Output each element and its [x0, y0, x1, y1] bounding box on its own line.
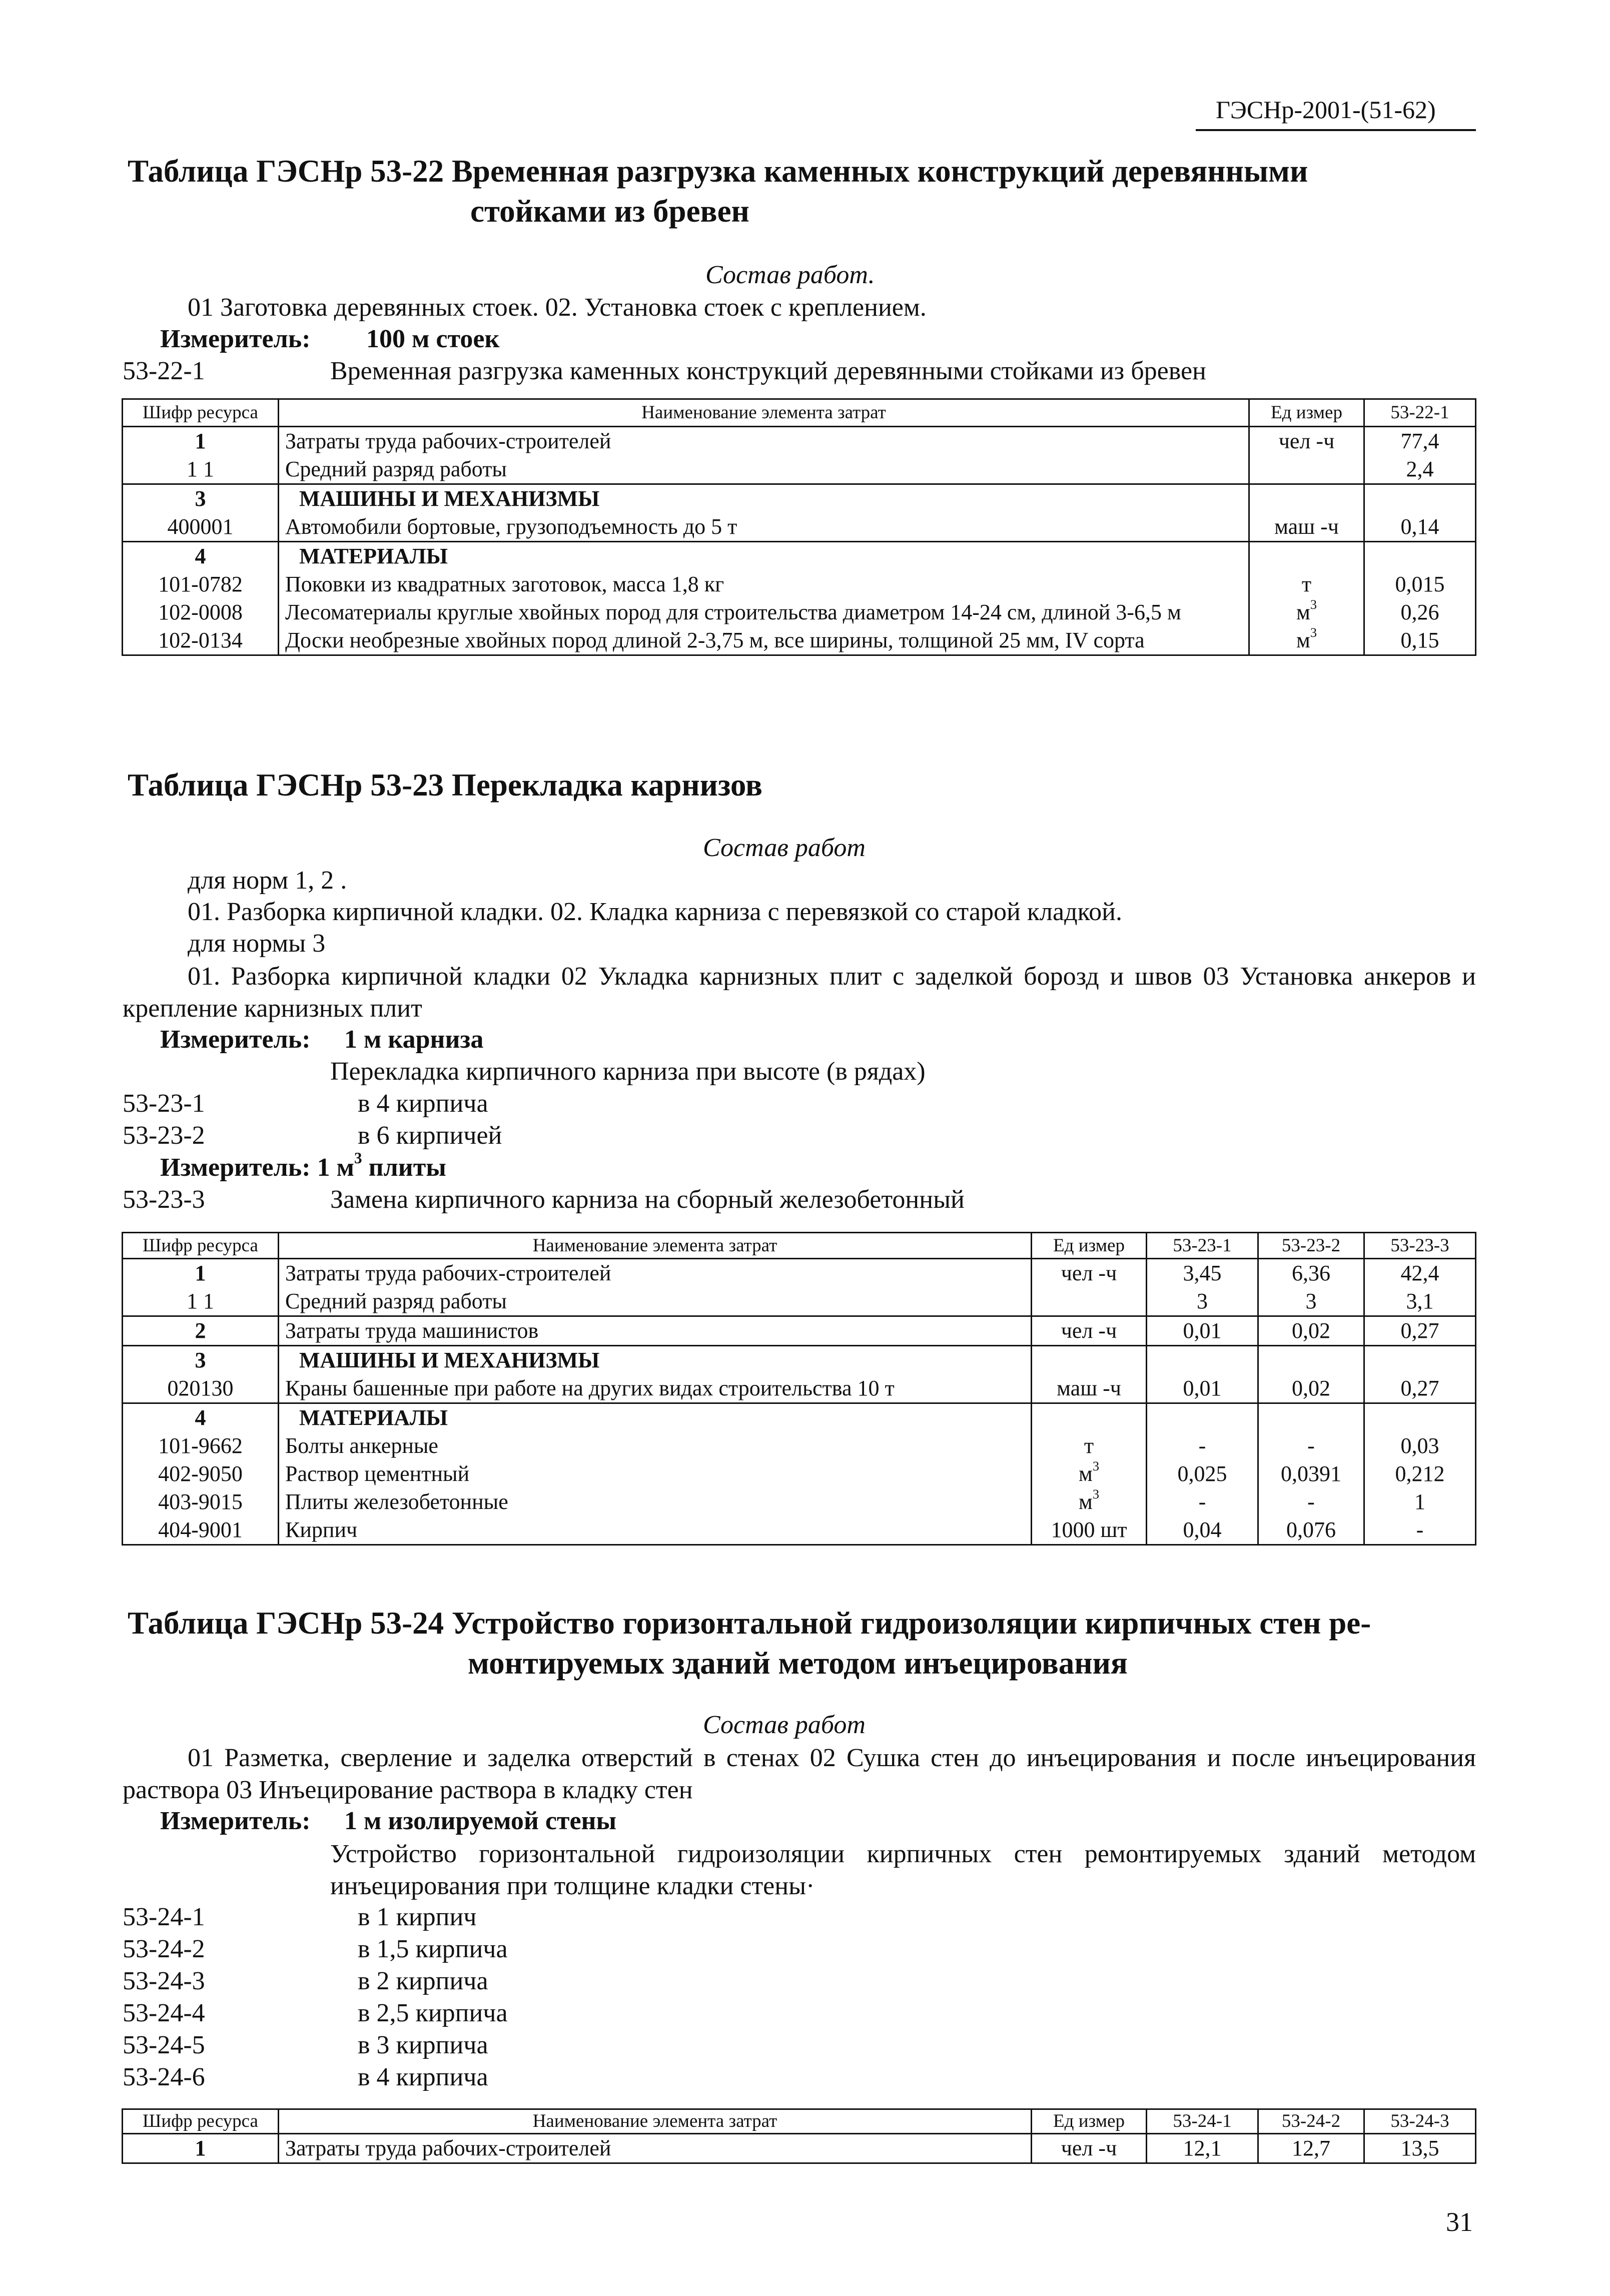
header-rule [1196, 129, 1476, 131]
table-row: 1 Затраты труда рабочих-строителей чел -ч 3,45 6,36 42,4 [123, 1259, 1476, 1288]
t22-col-name: Наименование элемента затрат [279, 399, 1249, 427]
table-row: 1 Затраты труда рабочих-строителей чел -ч 77,4 [123, 427, 1476, 456]
t24-norm1-code: 53-24-1 [123, 1903, 205, 1931]
t24-norm6-code: 53-24-6 [123, 2063, 205, 2091]
t24-col-unit: Ед измер [1032, 2109, 1147, 2134]
t24-norm5-text: в 3 кирпича [358, 2031, 488, 2059]
t22-col-value: 53-22-1 [1364, 399, 1476, 427]
t23-col-code: Шифр ресурса [123, 1233, 279, 1259]
t24-norm2-code: 53-24-2 [123, 1935, 205, 1963]
t23-group-text: Перекладка кирпичного карниза при высоте (в рядах) [330, 1057, 926, 1086]
t23-norm3-text: Замена кирпичного карниза на сборный железобетонный [330, 1185, 965, 1214]
t24-norm5-code: 53-24-5 [123, 2031, 205, 2059]
table-row: 3 МАШИНЫ И МЕХАНИЗМЫ [123, 1346, 1476, 1375]
t22-meter-label: Измеритель: [160, 325, 311, 353]
table-row: 101-9662 Болты анкерные т - - 0,03 [123, 1432, 1476, 1460]
t24-col-name: Наименование элемента затрат [279, 2109, 1032, 2134]
t22-title-line2: стойками из бревен [470, 194, 749, 229]
t24-resource-table [122, 2108, 1476, 2164]
t22-caption: Состав работ. [705, 261, 875, 289]
t24-norm1-text: в 1 кирпич [358, 1903, 477, 1931]
t24-title-line2: монтируемых зданий методом инъецирования [468, 1646, 1128, 1681]
t24-col-v3: 53-24-3 [1364, 2109, 1476, 2134]
table-row: 402-9050 Раствор цементный $м^3$ 0,025 0,0391 0,212 [123, 1460, 1476, 1488]
t23-col-v3: 53-23-3 [1364, 1233, 1476, 1259]
page-number: 31 [1446, 2207, 1473, 2237]
t23-work-3: 01. Разборка кирпичной кладки 02 Укладка карнизных плит с заделкой борозд и швов 03 Установка анкеров и крепление карнизных плит [123, 962, 1476, 1023]
t23-col-unit: Ед измер [1032, 1233, 1147, 1259]
table-row: 1 1 Средний разряд работы 2,4 [123, 455, 1476, 484]
table-row: 4 МАТЕРИАЛЫ [123, 542, 1476, 571]
t22-work-composition: 01 Заготовка деревянных стоек. 02. Установка стоек с креплением. [188, 293, 927, 322]
t24-meter-value: 1 м изолируемой стены [344, 1807, 617, 1835]
table-row: 404-9001 Кирпич 1000 шт 0,04 0,076 - [123, 1516, 1476, 1545]
t24-norm2-text: в 1,5 кирпича [358, 1935, 508, 1963]
t24-norm6-text: в 4 кирпича [358, 2063, 488, 2091]
t23-title: Таблица ГЭСНр 53-23 Перекладка карнизов [128, 768, 762, 803]
table-row: 020130 Краны башенные при работе на других видах строительства 10 т маш -ч 0,01 0,02 0,27 [123, 1374, 1476, 1403]
t23-resource-table [122, 1232, 1476, 1546]
t23-norm2-code: 53-23-2 [123, 1121, 205, 1150]
t23-norm2-text: в 6 кирпичей [358, 1121, 502, 1150]
t24-title-line1: Таблица ГЭСНр 53-24 Устройство горизонтальной гидроизоляции кирпичных стен ре- [128, 1606, 1371, 1641]
table-row: 1 Затраты труда рабочих-строителей чел -ч 12,1 12,7 13,5 [123, 2134, 1476, 2163]
t24-meter-label: Измеритель: [160, 1807, 311, 1835]
t23-caption: Состав работ [703, 834, 866, 862]
t24-group-text: Устройство горизонтальной гидроизоляции кирпичных стен ремонтируемых зданий методом инъецирования при толщине кладки стены· [330, 1840, 1476, 1900]
table-row: 2 Затраты труда машинистов чел -ч 0,01 0,02 0,27 [123, 1316, 1476, 1346]
table-row: 400001 Автомобили бортовые, грузоподъемность до 5 т маш -ч 0,14 [123, 513, 1476, 542]
t22-col-unit: Ед измер [1249, 399, 1364, 427]
t23-meter1-value: 1 м карниза [344, 1025, 484, 1054]
table-row: 4 МАТЕРИАЛЫ [123, 1403, 1476, 1432]
t23-col-v1: 53-23-1 [1147, 1233, 1258, 1259]
t23-col-name: Наименование элемента затрат [279, 1233, 1032, 1259]
t24-caption: Состав работ [703, 1711, 866, 1739]
table-row: 403-9015 Плиты железобетонные $м^3$ - - 1 [123, 1488, 1476, 1516]
table-row: 102-0134 Доски необрезные хвойных пород длиной 2-3,75 м, все ширины, толщиной 25 мм, IV сорта $м^3$ 0,15 [123, 626, 1476, 655]
t22-norm-text: Временная разгрузка каменных конструкций деревянными стойками из бревен [330, 357, 1206, 385]
t24-col-v1: 53-24-1 [1147, 2109, 1258, 2134]
t24-col-v2: 53-24-2 [1258, 2109, 1364, 2134]
t23-line-norms-1-2: для норм 1, 2 . [188, 866, 347, 895]
table-row: 3 МАШИНЫ И МЕХАНИЗМЫ [123, 484, 1476, 513]
t24-work-composition: 01 Разметка, сверление и заделка отверстий в стенах 02 Сушка стен до инъецирования и после инъецирования раствора 03 Инъецирование раствора в кладку стен [123, 1744, 1476, 1804]
t23-meter2-label: Измеритель: 1 $м^3$ плиты [160, 1149, 446, 1182]
t22-resource-table [122, 398, 1476, 656]
t22-norm-code: 53-22-1 [123, 357, 205, 385]
t24-norm4-code: 53-24-4 [123, 1999, 205, 2027]
t23-col-v2: 53-23-2 [1258, 1233, 1364, 1259]
t24-norm4-text: в 2,5 кирпича [358, 1999, 508, 2027]
t23-norm1-text: в 4 кирпича [358, 1089, 488, 1118]
table-row: 1 1 Средний разряд работы 3 3 3,1 [123, 1287, 1476, 1316]
t24-col-code: Шифр ресурса [123, 2109, 279, 2134]
t22-meter-value: 100 м стоек [366, 325, 500, 353]
document-code: ГЭСНр-2001-(51-62) [1216, 96, 1436, 124]
t22-col-code: Шифр ресурса [123, 399, 279, 427]
t23-work-1-2: 01. Разборка кирпичной кладки. 02. Кладка карниза с перевязкой со старой кладкой. [188, 898, 1122, 926]
t23-line-norm-3: для нормы 3 [188, 929, 326, 958]
t22-title-line1: Таблица ГЭСНр 53-22 Временная разгрузка каменных конструкций деревянными [128, 154, 1308, 189]
t24-norm3-text: в 2 кирпича [358, 1967, 488, 1995]
t24-norm3-code: 53-24-3 [123, 1967, 205, 1995]
t23-norm3-code: 53-23-3 [123, 1185, 205, 1214]
t23-norm1-code: 53-23-1 [123, 1089, 205, 1118]
table-row: 102-0008 Лесоматериалы круглые хвойных пород для строительства диаметром 14-24 см, длиной 3-6,5 м $м^3$ 0,26 [123, 598, 1476, 626]
t23-meter1-label: Измеритель: [160, 1025, 311, 1054]
table-row: 101-0782 Поковки из квадратных заготовок, масса 1,8 кг т 0,015 [123, 570, 1476, 598]
